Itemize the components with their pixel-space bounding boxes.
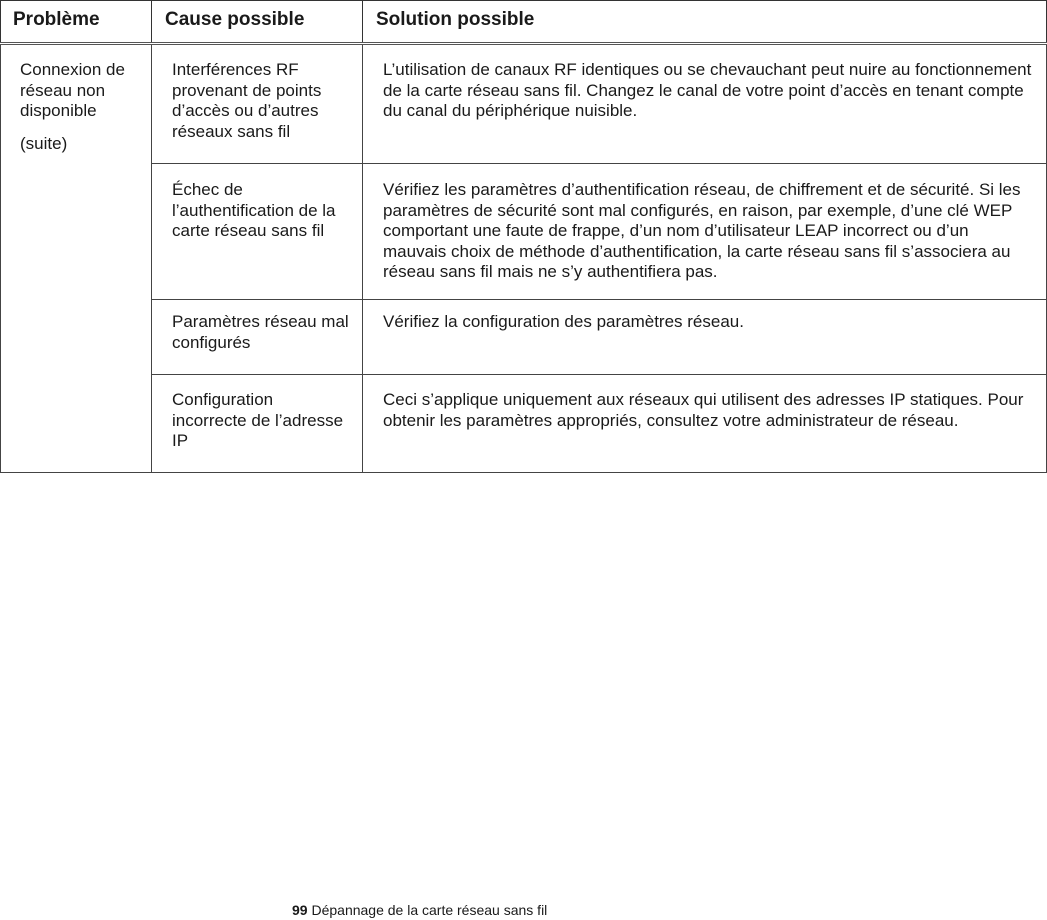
problem-suite-note: (suite) bbox=[20, 133, 68, 153]
cause-cell: Configuration incorrecte de l’adresse IP bbox=[152, 375, 363, 473]
cause-cell: Échec de l’authentification de la carte réseau sans fil bbox=[152, 164, 363, 300]
solution-cell: Ceci s’applique uniquement aux réseaux qui utilisent des adresses IP statiques. Pour obtenir les paramètres appropriés, consultez votre administrateur de réseau. bbox=[363, 375, 1047, 473]
table-row bbox=[1, 300, 1047, 375]
footer-title: Dépannage de la carte réseau sans fil bbox=[311, 902, 548, 918]
problem-label: Connexion de réseau non disponible bbox=[20, 60, 125, 120]
header-probleme: Problème bbox=[1, 1, 152, 44]
solution-cell: Vérifiez les paramètres d’authentification réseau, de chiffrement et de sécurité. Si les paramètres de sécurité sont mal configurés, en raison, par exemple, d’une clé WEP comportant une faute de frappe, d’un nom d’utilisateur LEAP incorrect ou d’un mauvais choix de méthode d’authentification, la carte réseau sans fil s’associera au réseau sans fil mais ne s’y authentifiera pas. bbox=[363, 164, 1047, 300]
table-header-row bbox=[1, 1, 1047, 44]
table-row bbox=[1, 164, 1047, 300]
table-row bbox=[1, 44, 1047, 164]
header-solution-possible: Solution possible bbox=[363, 1, 1047, 44]
cause-cell: Paramètres réseau mal configurés bbox=[152, 300, 363, 375]
solution-cell: L’utilisation de canaux RF identiques ou se chevauchant peut nuire au fonctionnement de la carte réseau sans fil. Changez le canal de votre point d’accès en tenant compte du canal du périphérique nuisible. bbox=[363, 44, 1047, 164]
problem-cell bbox=[1, 44, 152, 473]
solution-cell: Vérifiez la configuration des paramètres réseau. bbox=[363, 300, 1047, 375]
table-row bbox=[1, 375, 1047, 473]
page-number: 99 bbox=[292, 902, 308, 918]
header-cause-possible: Cause possible bbox=[152, 1, 363, 44]
page-footer bbox=[292, 902, 547, 918]
cause-cell: Interférences RF provenant de points d’accès ou d’autres réseaux sans fil bbox=[152, 44, 363, 164]
